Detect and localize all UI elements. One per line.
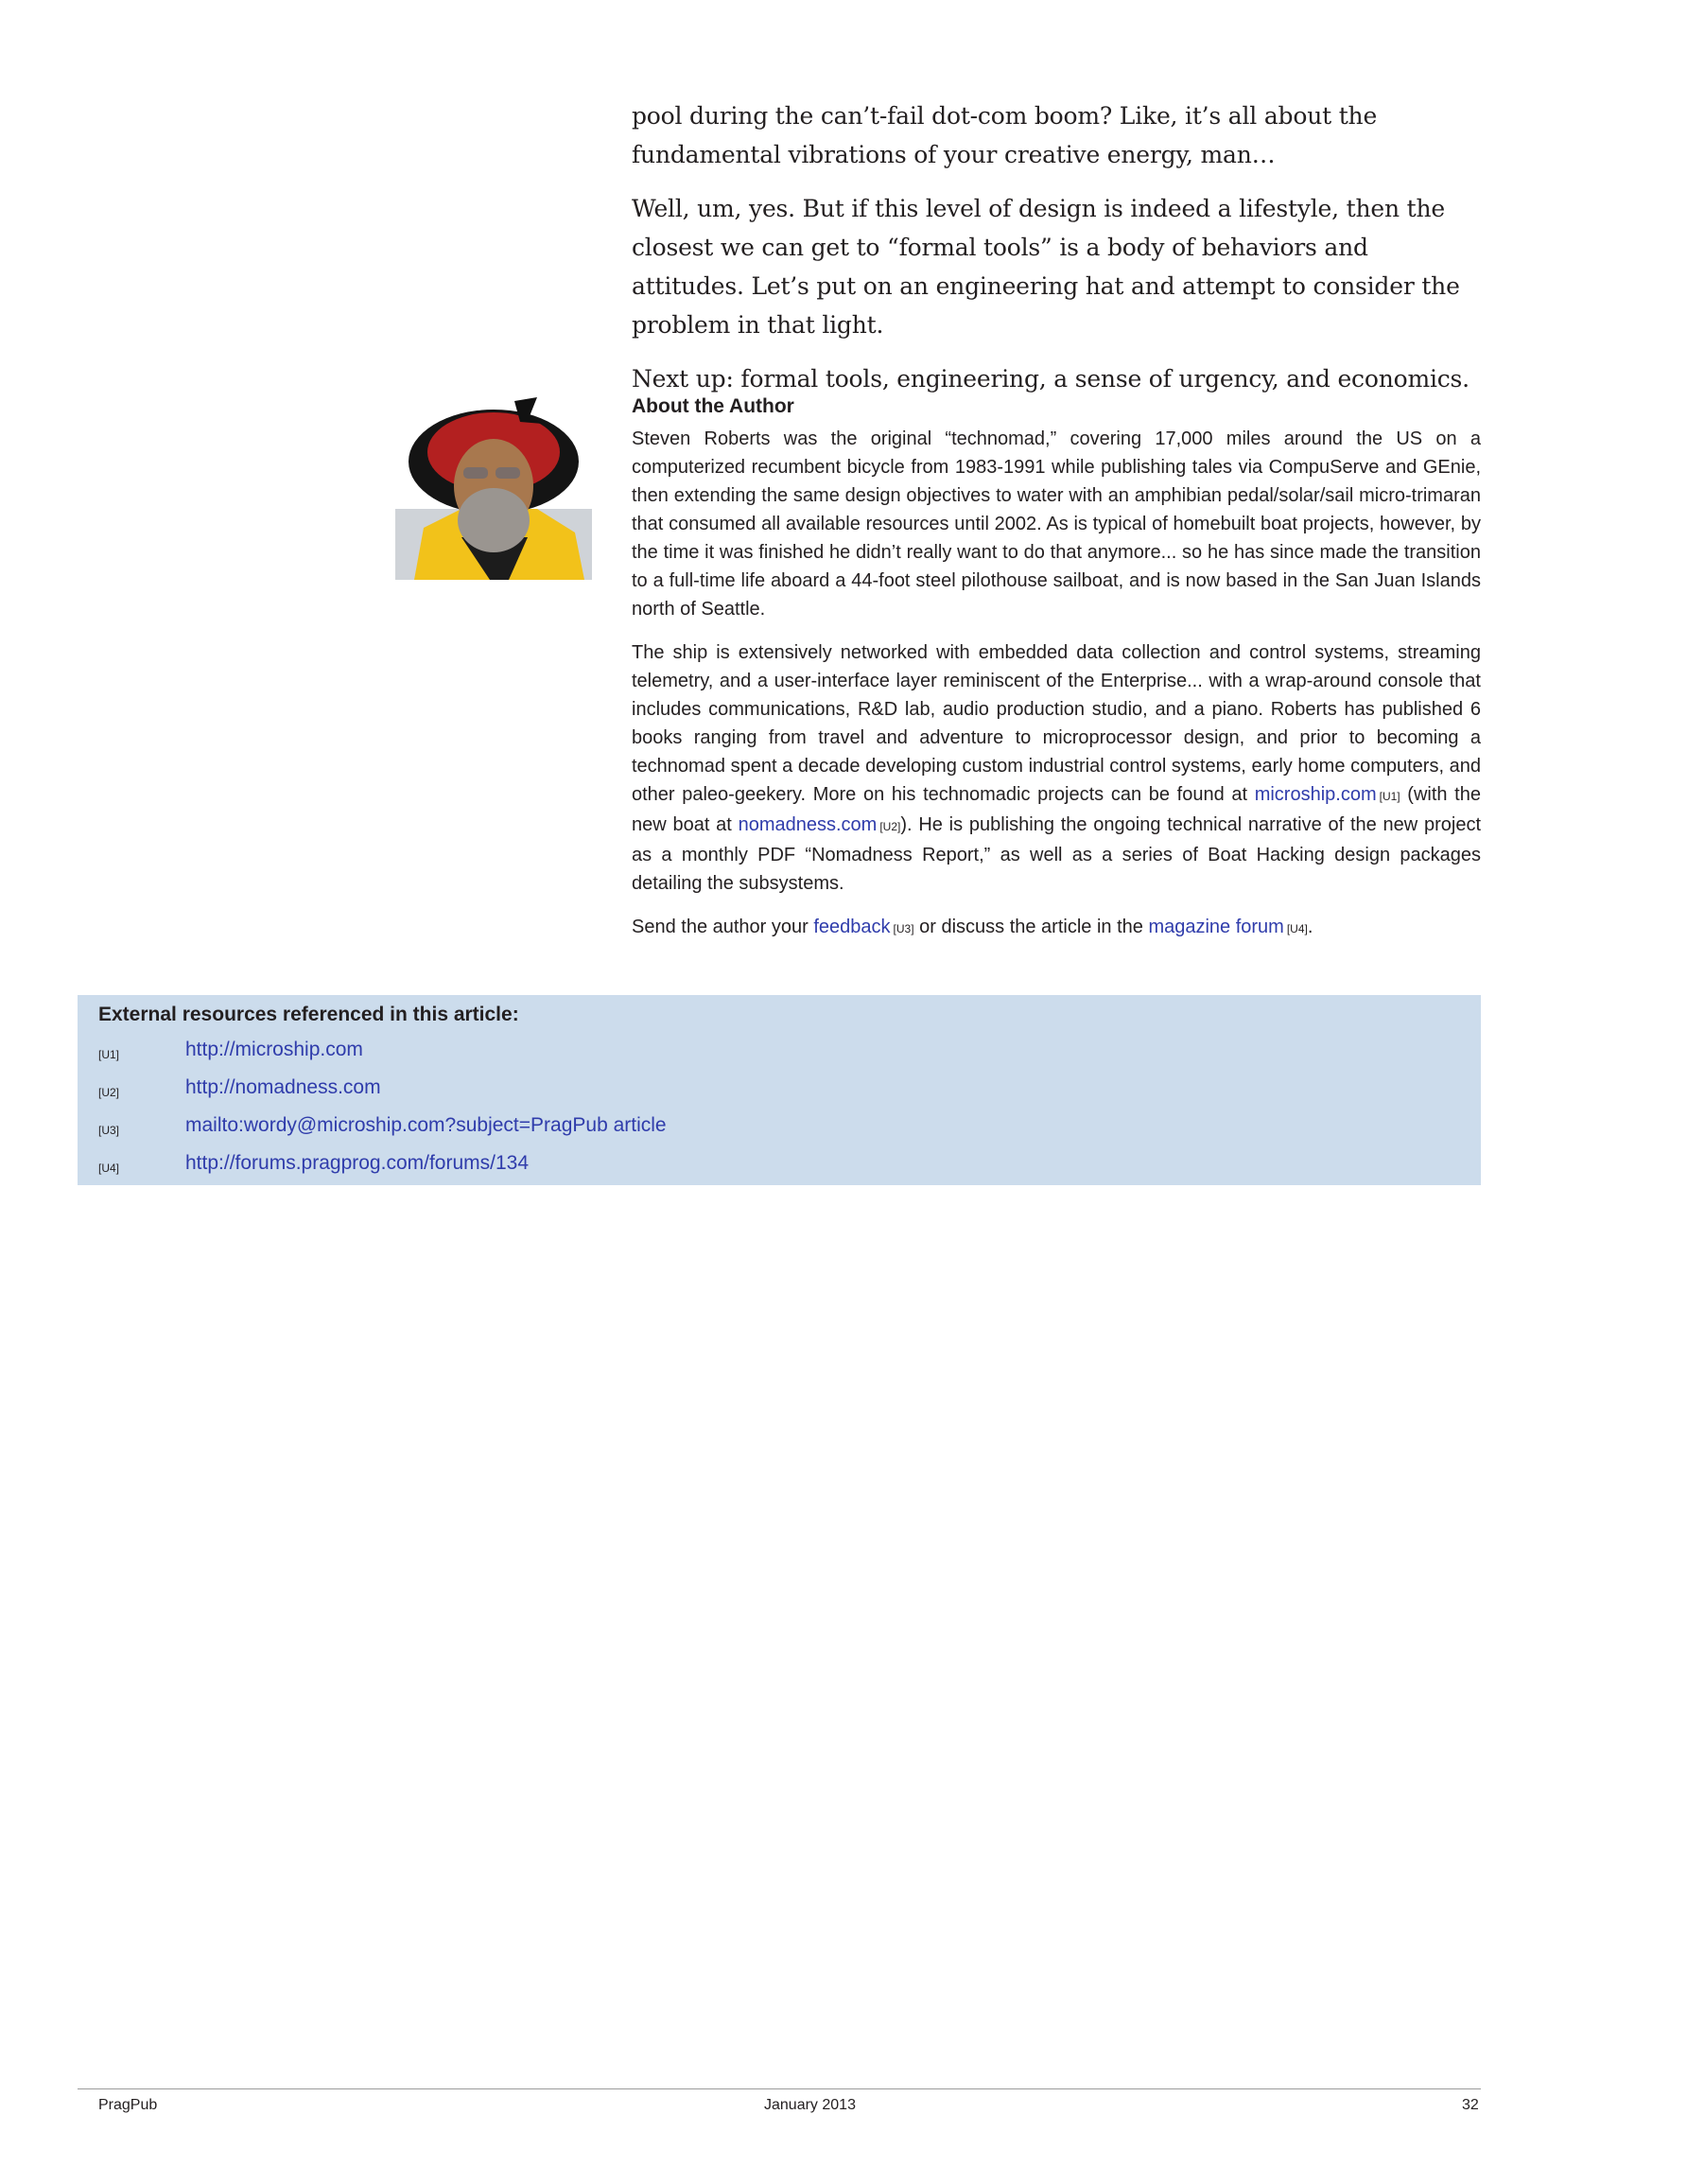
resource-code: [U1] [98,1048,120,1061]
ref-marker: [U2] [879,820,901,833]
resource-link[interactable]: http://microship.com [185,1039,363,1060]
magazine-forum-link[interactable]: magazine forum [1148,917,1284,937]
author-bio-projects: The ship is extensively networked with embedded data collection and control systems, streaming telemetry, and a user-interface layer reminiscent of the Enterprise... with a wrap-around console that includes communications, R&D lab, audio production studio, and a piano. Roberts has published 6 books ranging from travel and adventure to microprocessor design, and prior to becoming a technomad spent a decade developing custom industrial control systems, early home computers, and other paleo-geekery. More on his technomadic projects can be found at microship.com [U1] (with the new boat at nomadness.com [U2]). He is publishing the ongoing technical narrative of the new project as a monthly PDF “Nomadness Report,” as well as a series of Boat Hacking design packages detailing the subsystems. [632,642,1481,894]
footer-date: January 2013 [764,2097,856,2113]
resources-title: External resources referenced in this article: [98,1004,519,1025]
article-body [632,96,1481,413]
author-contact: Send the author your feedback [U3] or discuss the article in the magazine forum [U4]. [632,917,1313,937]
resource-code: [U4] [98,1162,120,1175]
resource-link[interactable]: mailto:wordy@microship.com?subject=PragPub article [185,1114,667,1136]
footer-publication: PragPub [98,2097,158,2113]
microship-link[interactable]: microship.com [1254,784,1377,805]
external-resources-box [78,995,1481,1185]
footer-page-number: 32 [1462,2097,1479,2113]
body-paragraph: Well, um, yes. But if this level of design is indeed a lifestyle, then the closest we can get to “formal tools” is a body of behaviors and attitudes. Let’s put on an engineering hat and attempt to consider the problem in that light. [632,195,1460,339]
body-paragraph: Next up: formal tools, engineering, a sense of urgency, and economics. [632,365,1470,393]
resource-code: [U3] [98,1124,120,1137]
resource-code: [U2] [98,1086,120,1099]
resource-link[interactable]: http://nomadness.com [185,1076,381,1098]
ref-marker: [U4] [1286,922,1308,935]
ref-marker: [U1] [1379,790,1400,803]
author-heading: About the Author [632,395,794,417]
about-the-author [632,393,1481,958]
ref-marker: [U3] [893,922,914,935]
footer-divider [78,2088,1481,2089]
author-photo [395,395,592,580]
feedback-link[interactable]: feedback [813,917,891,937]
nomadness-link[interactable]: nomadness.com [738,814,878,835]
author-bio: Steven Roberts was the original “technomad,” covering 17,000 miles around the US on a computerized recumbent bicycle from 1983-1991 while publishing tales via CompuServe and GEnie, then extending the same design objectives to water with an amphibian pedal/solar/sail micro-trimaran that consumed all available resources until 2002. As is typical of homebuilt boat projects, however, by the time it was finished he didn’t really want to do that anymore... so he has since made the transition to a full-time life aboard a 44-foot steel pilothouse sailboat, and is now based in the San Juan Islands north of Seattle. [632,428,1481,620]
resource-link[interactable]: http://forums.pragprog.com/forums/134 [185,1152,529,1174]
body-paragraph: pool during the can’t-fail dot-com boom? Like, it’s all about the fundamental vibrations of your creative energy, man… [632,102,1378,168]
